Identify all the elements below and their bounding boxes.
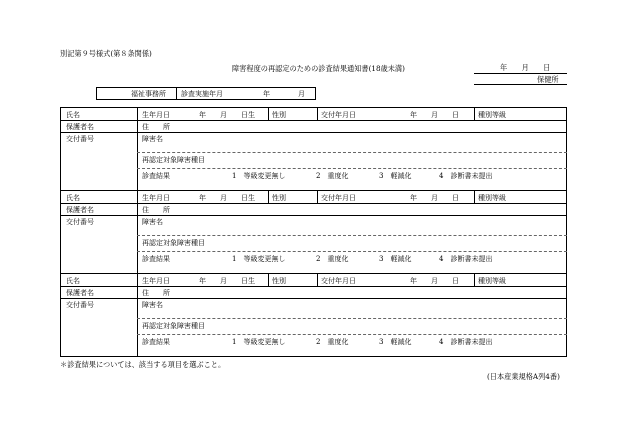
result-option-1: 1 等級変更無し: [232, 255, 286, 263]
col-divider-3: [317, 107, 318, 120]
form-number: 別記第９号様式(第８条関係): [60, 49, 152, 58]
record-1: [60, 107, 567, 191]
row-line: [60, 215, 567, 216]
result-label: 診査結果: [142, 338, 170, 346]
result-label: 診査結果: [142, 172, 170, 180]
col-divider-4: [474, 273, 475, 286]
recert-target-label: 再認定対象障害種目: [142, 239, 205, 247]
birth-label: 生年月日: [142, 277, 170, 285]
document-title: 障害程度の再認定のための診査結果通知書(18歳未満): [232, 64, 405, 73]
col-divider-3: [317, 190, 318, 203]
paper-standard: (日本産業規格A列4番): [487, 372, 560, 381]
gender-label: 性別: [272, 111, 286, 119]
birth-value: 年 月 日生: [199, 194, 255, 202]
grade-label: 種別等級: [478, 277, 506, 285]
disability-name-label: 障害名: [142, 218, 163, 226]
row-line: [60, 120, 567, 121]
issue-date-label: 交付年月日: [321, 277, 356, 285]
issue-date-label: 交付年月日: [321, 111, 356, 119]
row-line: [60, 203, 567, 204]
office-row: [96, 87, 316, 100]
record-2: [60, 190, 567, 274]
name-label: 氏名: [66, 277, 80, 285]
disability-name-label: 障害名: [142, 301, 163, 309]
birth-label: 生年月日: [142, 111, 170, 119]
recert-target-label: 再認定対象障害種目: [142, 156, 205, 164]
issue-date-value: 年 月 日: [410, 111, 459, 119]
result-option-2: 2 重度化: [316, 172, 349, 180]
col-divider-4: [474, 107, 475, 120]
date-label: 年 月 日: [500, 63, 551, 72]
result-option-4: 4 診断書未提出: [439, 255, 493, 263]
dashed-line: [137, 235, 567, 236]
result-option-2: 2 重度化: [316, 255, 349, 263]
col-divider-2: [268, 273, 269, 286]
name-label: 氏名: [66, 194, 80, 202]
col-divider-2: [268, 190, 269, 203]
grade-label: 種別等級: [478, 111, 506, 119]
issue-number-label: 交付番号: [66, 301, 94, 309]
col-divider-3: [317, 273, 318, 286]
result-option-1: 1 等級変更無し: [232, 338, 286, 346]
name-label: 氏名: [66, 111, 80, 119]
date-underline: [474, 73, 567, 74]
row-line: [60, 132, 567, 133]
birth-label: 生年月日: [142, 194, 170, 202]
health-center-label: 保健所: [537, 75, 559, 84]
col-divider-2: [268, 107, 269, 120]
address-label: 住 所: [142, 289, 170, 297]
gender-label: 性別: [272, 194, 286, 202]
exam-month-label: 診査実施年月: [181, 90, 223, 98]
issue-date-value: 年 月 日: [410, 277, 459, 285]
result-option-2: 2 重度化: [316, 338, 349, 346]
grade-label: 種別等級: [478, 194, 506, 202]
birth-value: 年 月 日生: [199, 277, 255, 285]
disability-name-label: 障害名: [142, 135, 163, 143]
result-option-4: 4 診断書未提出: [439, 172, 493, 180]
address-label: 住 所: [142, 206, 170, 214]
guardian-label: 保護者名: [66, 123, 94, 131]
issue-date-label: 交付年月日: [321, 194, 356, 202]
row-line: [60, 286, 567, 287]
result-label: 診査結果: [142, 255, 170, 263]
issue-number-label: 交付番号: [66, 135, 94, 143]
row-line: [60, 298, 567, 299]
guardian-label: 保護者名: [66, 289, 94, 297]
dashed-line: [137, 152, 567, 153]
office-label: 福祉事務所: [131, 90, 166, 98]
health-center-underline: [474, 84, 567, 85]
result-option-3: 3 軽減化: [379, 338, 412, 346]
dashed-line: [137, 318, 567, 319]
recert-target-label: 再認定対象障害種目: [142, 322, 205, 330]
result-option-1: 1 等級変更無し: [232, 172, 286, 180]
dashed-line: [137, 334, 567, 335]
office-divider: [176, 88, 177, 99]
result-option-3: 3 軽減化: [379, 172, 412, 180]
gender-label: 性別: [272, 277, 286, 285]
issue-date-value: 年 月 日: [410, 194, 459, 202]
dashed-line: [137, 251, 567, 252]
record-3: [60, 273, 567, 357]
result-option-4: 4 診断書未提出: [439, 338, 493, 346]
footer-note: ＊診査結果については、該当する項目を選ぶこと。: [60, 360, 226, 369]
birth-value: 年 月 日生: [199, 111, 255, 119]
issue-number-label: 交付番号: [66, 218, 94, 226]
col-divider-4: [474, 190, 475, 203]
address-label: 住 所: [142, 123, 170, 131]
exam-month-value: 年 月: [263, 90, 305, 98]
dashed-line: [137, 168, 567, 169]
result-option-3: 3 軽減化: [379, 255, 412, 263]
guardian-label: 保護者名: [66, 206, 94, 214]
